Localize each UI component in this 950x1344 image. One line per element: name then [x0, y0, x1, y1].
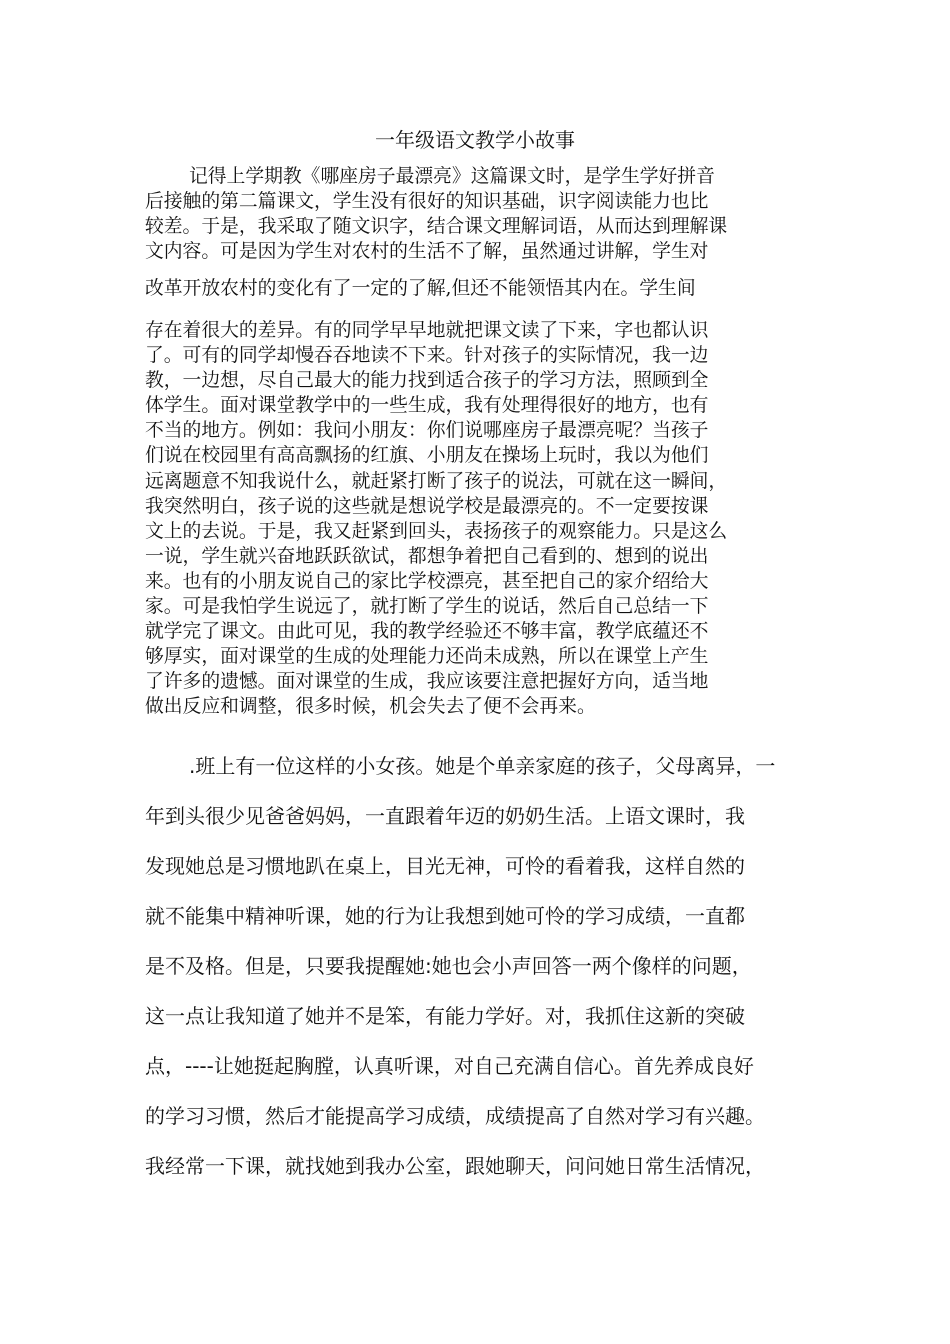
text-line: 家。可是我怕学生说远了，就打断了学生的说话，然后自己总结一下 — [145, 596, 709, 618]
paragraph-1-part-c — [145, 318, 825, 720]
document-title: 一年级语文教学小故事 — [375, 128, 575, 152]
text-line: 教，一边想，尽自己最大的能力找到适合孩子的学习方法，照顾到全 — [145, 370, 709, 392]
text-line: 文内容。可是因为学生对农村的生活不了解，虽然通过讲解，学生对 — [145, 241, 709, 263]
text-line: 就学完了课文。由此可见，我的教学经验还不够丰富，教学底蕴还不 — [145, 621, 709, 643]
text-line: 一说，学生就兴奋地跃跃欲试，都想争着把自己看到的、想到的说出 — [145, 545, 709, 567]
text-line: 我突然明白，孩子说的这些就是想说学校是最漂亮的。不一定要按课 — [145, 495, 709, 517]
text-line: 存在着很大的差异。有的同学早早地就把课文读了下来，字也都认识 — [145, 320, 709, 341]
paragraph-1-part-a — [145, 164, 825, 264]
text-line: 就不能集中精神听课，她的行为让我想到她可怜的学习成绩，一直都 — [145, 904, 745, 928]
text-line: 年到头很少见爸爸妈妈，一直跟着年迈的奶奶生活。上语文课时，我 — [145, 804, 745, 828]
text-line: 了许多的遗憾。面对课堂的生成，我应该要注意把握好方向，适当地 — [145, 671, 709, 693]
text-line: 了。可有的同学却慢吞吞地读不下来。针对孩子的实际情况，我一边 — [145, 345, 709, 367]
text-line: 不当的地方。例如：我问小朋友：你们说哪座房子最漂亮呢？当孩子 — [145, 420, 709, 442]
text-line: 够厚实，面对课堂的生成的处理能力还尚未成熟，所以在课堂上产生 — [145, 646, 709, 668]
text-line: 来。也有的小朋友说自己的家比学校漂亮，甚至把自己的家介绍给大 — [145, 570, 709, 592]
text-line: 这一点让我知道了她并不是笨，有能力学好。对，我抓住这新的突破 — [145, 1004, 745, 1028]
text-line: 我经常一下课，就找她到我办公室，跟她聊天，问问她日常生活情况， — [145, 1154, 765, 1178]
text-line: 发现她总是习惯地趴在桌上，目光无神，可怜的看着我，这样自然的 — [145, 854, 745, 878]
text-line: 们说在校园里有高高飘扬的红旗、小朋友在操场上玩时，我以为他们 — [145, 445, 709, 467]
text-line: 远离题意不知我说什么，就赶紧打断了孩子的说法，可就在这一瞬间， — [145, 470, 728, 492]
text-line: 记得上学期教《哪座房子最漂亮》这篇课文时，是学生学好拼音 — [189, 166, 715, 187]
text-line: 后接触的第二篇课文，学生没有很好的知识基础，识字阅读能力也比 — [145, 191, 709, 213]
paragraph-1-part-b — [145, 276, 825, 301]
text-line: 是不及格。但是，只要我提醒她:她也会小声回答一两个像样的问题， — [145, 954, 752, 978]
text-line: 改革开放农村的变化有了一定的了解,但还不能领悟其内在。学生间 — [145, 278, 696, 299]
text-line: 体学生。面对课堂教学中的一些生成，我有处理得很好的地方，也有 — [145, 395, 709, 417]
text-line: .班上有一位这样的小女孩。她是个单亲家庭的孩子，父母离异，一 — [189, 754, 776, 778]
text-line: 文上的去说。于是，我又赶紧到回头，表扬孩子的观察能力。只是这么 — [145, 520, 728, 542]
paragraph-2 — [145, 741, 825, 1191]
text-line: 的学习习惯，然后才能提高学习成绩，成绩提高了自然对学习有兴趣。 — [145, 1104, 765, 1128]
text-line: 做出反应和调整，很多时候，机会失去了便不会再来。 — [145, 696, 596, 718]
text-line: 较差。于是，我采取了随文识字，结合课文理解词语，从而达到理解课 — [145, 216, 728, 238]
text-line: 点，----让她挺起胸膛，认真听课，对自己充满自信心。首先养成良好 — [145, 1054, 754, 1078]
